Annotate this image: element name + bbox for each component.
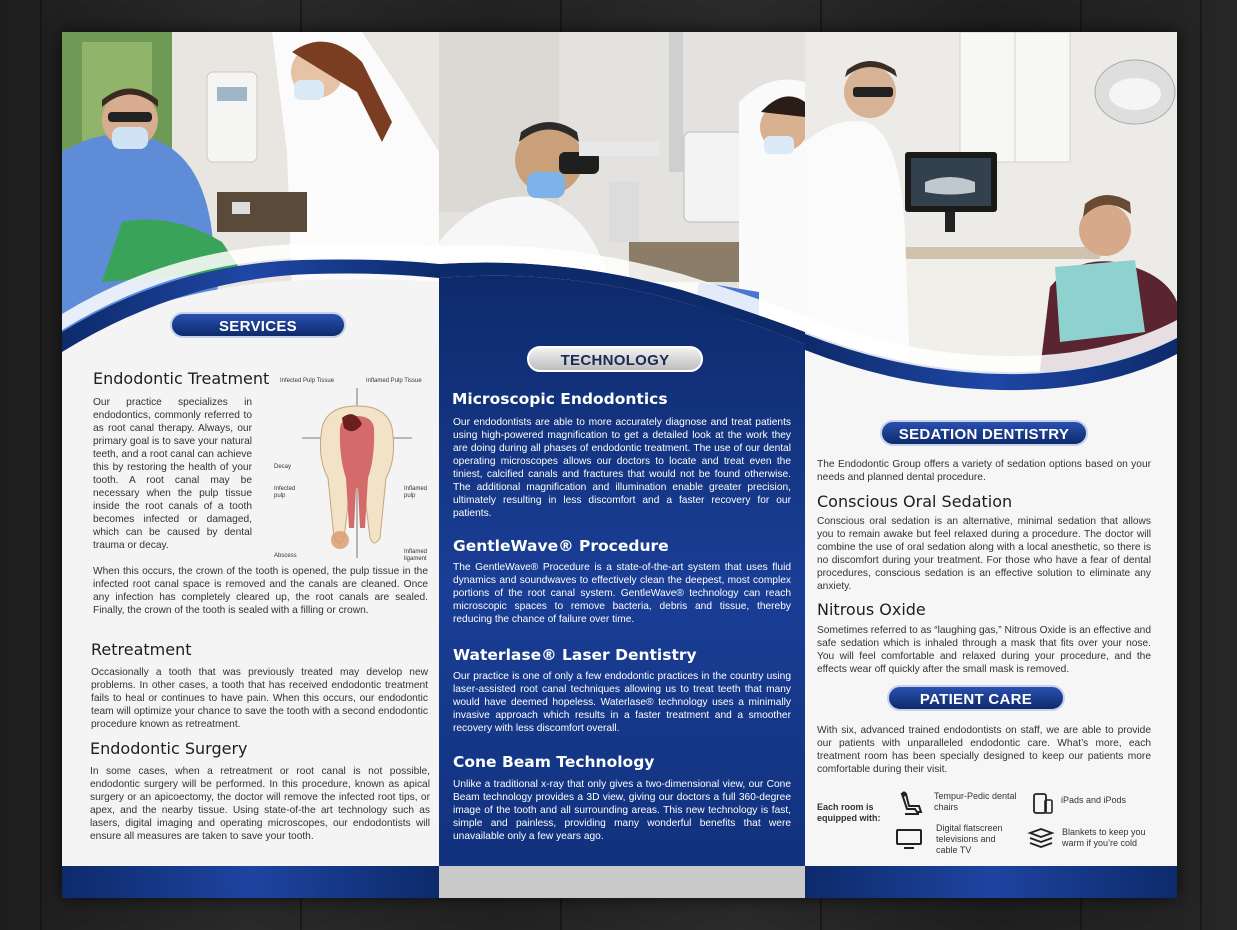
endodontic-treatment-heading: Endodontic Treatment [93, 369, 270, 388]
amenity-ipads-ipods: iPads and iPods [1061, 795, 1127, 805]
each-room-equipped-label: Each room is equipped with: [817, 802, 881, 823]
retreatment-text: Occasionally a tooth that was previously treated may develop new problems. In other cases, a tooth that has received endodontic treatment fails to heal or continues to have pain. When this occurs, our endodontic team will optimize your chance to save the tooth with a second endodontic procedure known as retreatment. [91, 667, 428, 730]
conscious-oral-sedation-heading: Conscious Oral Sedation [817, 492, 1013, 511]
waterlase-text: Our practice is one of only a few endodontic practices in the country using laser-assisted root canal techniques allowing us to treat teeth that many would have deemed hopeless. Waterlase® technology uses a minimally invasive approach which results in a faster treatment and a smoother recovery with less discomfort overall. [453, 671, 791, 734]
retreatment-heading: Retreatment [91, 640, 192, 659]
wood-seam [40, 0, 42, 930]
brochure-spread [62, 32, 1177, 898]
endodontic-treatment-text: Our practice specializes in endodontics, commonly referred to as root canal therapy. Always, our primary goal is to save your natural teeth, and a root canal can achieve this by restoring the health of your tooth. A root canal may be necessary when the pulp tissue inside the root canals of a tooth becomes infected or damaged, which can be caused by dental trauma or decay. [93, 397, 252, 551]
nitrous-oxide-text: Sometimes referred to as “laughing gas,” Nitrous Oxide is an effective and safe sedation which is inhaled through a mask that fits over your nose. You will feel comfortable and relaxed during your procedure, and the effects wear off quickly after the small mask is removed. [817, 625, 1151, 675]
footer-band-middle [439, 866, 805, 898]
dental-chair-icon [897, 790, 925, 818]
waterlase-heading: Waterlase® Laser Dentistry [453, 646, 697, 664]
sedation-dentistry-pill: SEDATION DENTISTRY [880, 420, 1088, 446]
diagram-label-decay: Decay [274, 464, 292, 470]
cone-beam-heading: Cone Beam Technology [453, 753, 655, 771]
footer-band-right [805, 866, 1177, 898]
footer-band-left [62, 866, 439, 898]
gentlewave-text: The GentleWave® Procedure is a state-of-the-art system that uses fluid dynamics and soundwaves to effectively clean the deepest, most complex portions of the root canal system. GentleWave® technology can reach microscopic spaces to remove bacteria, debris and tissue, thereby reducing the chance of failure over time. [453, 562, 791, 625]
tv-icon [895, 828, 923, 850]
footer-band [62, 866, 1177, 898]
patient-care-text: With six, advanced trained endodontists on staff, we are able to provide our patients with unparalleled endodontic care. What’s more, each treatment room has been specially designed to keep our patients more comfortable during their visit. [817, 725, 1151, 775]
diagram-label-inflamed-ligament: Inflamed ligament [404, 549, 428, 562]
services-pill: SERVICES [170, 312, 346, 338]
diagram-label-inflamed-pulp: Inflamed pulp [404, 486, 428, 499]
wood-seam [1200, 0, 1202, 930]
endodontic-treatment-text-continued: When this occurs, the crown of the tooth is opened, the pulp tissue in the infected root canal space is removed and the canals are cleaned. Once any infection has completely cleared up, the root canals are sealed. Finally, the crown of the tooth is sealed with a filling or crown. [93, 566, 428, 616]
patient-care-pill: PATIENT CARE [887, 685, 1065, 711]
technology-pill: TECHNOLOGY [527, 346, 703, 372]
diagram-label-infected-pulp: Infected pulp [274, 486, 296, 499]
sedation-intro-text: The Endodontic Group offers a variety of sedation options based on your needs and planned dental procedure. [817, 459, 1151, 483]
tablet-icon [1032, 792, 1054, 816]
conscious-oral-sedation-text: Conscious oral sedation is an alternative, minimal sedation that allows you to remain awake but feel relaxed during a procedure. The doctor will combine the use of oral sedation along with a local anesthetic, so there is no discomfort during your treatment. For those who have a fear of dental procedures, conscious sedation is an effective solution to eliminate any anxiety. [817, 516, 1151, 592]
microscopic-endodontics-text: Our endodontists are able to more accurately diagnose and treat patients using high-powered magnification to get a detailed look at the work they are doing during all phases of endodontic treatment. The use of our dental operating microscopes allows our doctors to locate and treat even the tiniest, calcified canals and fractures that would not be found otherwise. The additional magnification and illumination enable greater precision, ultimately resulting in less discomfort and a faster recovery for our patients. [453, 417, 791, 519]
gentlewave-heading: GentleWave® Procedure [453, 537, 669, 555]
endodontic-surgery-text: In some cases, when a retreatment or root canal is not possible, endodontic surgery will be performed. In this procedure, known as apical surgery or an apicoectomy, the doctor will remove the infected root tips, or apex, and the nearby tissue. Using state-of-the art technology such as lasers, digital imaging and operating microscopes, our endodontists will ensure all measures are taken to save your tooth. [90, 766, 430, 842]
endodontic-surgery-heading: Endodontic Surgery [90, 739, 248, 758]
amenity-blankets: Blankets to keep you warm if you’re cold [1062, 827, 1146, 848]
microscopic-endodontics-heading: Microscopic Endodontics [452, 390, 668, 408]
blanket-icon [1027, 827, 1055, 849]
amenity-dental-chairs: Tempur-Pedic dental chairs [934, 791, 1017, 812]
tooth-cross-section-illustration [302, 388, 412, 558]
nitrous-oxide-heading: Nitrous Oxide [817, 600, 926, 619]
diagram-label-inflamed-pulp-tissue: Inflamed Pulp Tissue [366, 378, 422, 384]
diagram-label-abscess: Abscess [274, 553, 297, 559]
diagram-label-infected-pulp-tissue: Infected Pulp Tissue [280, 378, 335, 384]
tooth-diagram [274, 372, 436, 562]
amenity-flatscreen-tv: Digital flatscreen televisions and cable TV [936, 823, 1003, 855]
cone-beam-text: Unlike a traditional x-ray that only gives a two-dimensional view, our Cone Beam technology provides a 3D view, giving our doctors a full 360-degree image of the tooth and all surrounding areas. This new technology is fast, simple and painless, providing many wonderful benefits that were unavailable only a few years ago. [453, 779, 791, 842]
